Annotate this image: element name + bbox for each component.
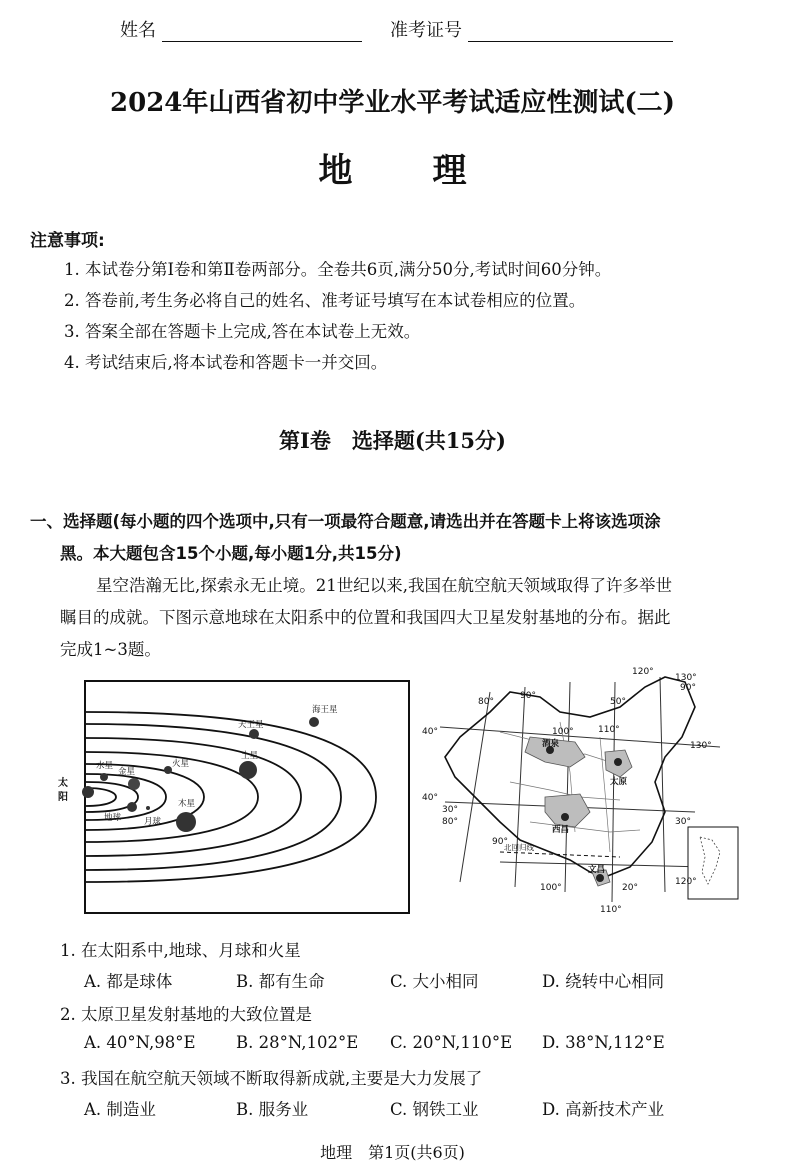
lon-label: 90° xyxy=(680,683,696,693)
base-label: 太原 xyxy=(610,777,628,787)
lat-label: 30° xyxy=(675,817,691,827)
china-map-figure xyxy=(420,662,750,920)
sun-label: 阳 xyxy=(58,792,68,803)
section-title: 第Ⅰ卷 选择题(共15分) xyxy=(279,428,506,453)
base-label: 酒泉 xyxy=(542,739,560,749)
question-option: C. 20°N,110°E xyxy=(390,1033,513,1052)
lat-label: 40° xyxy=(422,793,438,803)
question-option: B. 都有生命 xyxy=(236,972,325,991)
base-label: 西昌 xyxy=(552,825,570,835)
question-option: A. 都是球体 xyxy=(84,972,173,991)
china-launch-sites-map xyxy=(420,662,750,920)
question-stem: 3. 我国在航空航天领域不断取得新成就,主要是大力发展了 xyxy=(60,1069,483,1088)
lon-label: 110° xyxy=(600,905,622,915)
lon-label: 130° xyxy=(690,741,712,751)
lat-label: 30° xyxy=(442,805,458,815)
sun-label: 太 xyxy=(58,778,68,789)
lon-label: 80° xyxy=(478,697,494,707)
notice-item: 2. 答卷前,考生务必将自己的姓名、准考证号填写在本试卷相应的位置。 xyxy=(64,291,586,310)
tropic-label: 北回归线 xyxy=(504,843,534,852)
question-option: D. 38°N,112°E xyxy=(542,1033,665,1052)
passage-line2: 瞩目的成就。下图示意地球在太阳系中的位置和我国四大卫星发射基地的分布。据此 xyxy=(60,608,671,627)
planet-label: 月球 xyxy=(144,817,162,827)
question-option: A. 40°N,98°E xyxy=(84,1033,196,1052)
question-option: C. 钢铁工业 xyxy=(390,1100,479,1119)
notice-item: 3. 答案全部在答题卡上完成,答在本试卷上无效。 xyxy=(64,322,421,341)
planet-label: 海王星 xyxy=(312,705,338,715)
question-stem: 1. 在太阳系中,地球、月球和火星 xyxy=(60,941,301,960)
passage-line3: 完成1~3题。 xyxy=(60,640,161,659)
name-field xyxy=(120,16,362,42)
question-option: D. 绕转中心相同 xyxy=(542,972,665,991)
name-underline xyxy=(162,21,362,42)
planet-label: 金星 xyxy=(118,767,136,777)
notice-heading: 注意事项: xyxy=(30,231,105,251)
question-stem: 2. 太原卫星发射基地的大致位置是 xyxy=(60,1005,312,1024)
part1-intro-line2: 黑。本大题包含15个小题,每小题1分,共15分) xyxy=(60,544,402,563)
lon-label: 100° xyxy=(552,727,574,737)
lon-label: 100° xyxy=(540,883,562,893)
notice-item: 1. 本试卷分第Ⅰ卷和第Ⅱ卷两部分。全卷共6页,满分50分,考试时间60分钟。 xyxy=(64,260,612,279)
exam-title: 2024年山西省初中学业水平考试适应性测试(二) xyxy=(110,88,675,118)
planet-label: 土星 xyxy=(241,751,259,761)
lon-label: 90° xyxy=(520,691,536,701)
name-label: 姓名 xyxy=(120,20,156,41)
exam-id-field xyxy=(390,16,673,42)
question-option: D. 高新技术产业 xyxy=(542,1100,665,1119)
planet-label: 地球 xyxy=(104,813,122,823)
subject-title: 地理 xyxy=(318,151,547,191)
lon-label: 110° xyxy=(598,725,620,735)
question-option: B. 28°N,102°E xyxy=(236,1033,359,1052)
part1-intro-line1: 一、选择题(每小题的四个选项中,只有一项最符合题意,请选出并在答题卡上将该选项涂 xyxy=(30,512,661,531)
solar-system-diagram xyxy=(58,682,408,912)
lon-label: 80° xyxy=(442,817,458,827)
lon-label: 120° xyxy=(675,877,697,887)
question-option: B. 服务业 xyxy=(236,1100,309,1119)
lon-label: 120° xyxy=(632,667,654,677)
solar-system-figure xyxy=(58,680,410,914)
exam-id-label: 准考证号 xyxy=(390,20,462,41)
lat-label: 20° xyxy=(622,883,638,893)
lat-label: 40° xyxy=(422,727,438,737)
planet-label: 天王星 xyxy=(238,720,264,730)
notice-item: 4. 考试结束后,将本试卷和答题卡一并交回。 xyxy=(64,353,388,372)
planet-label: 木星 xyxy=(178,799,196,809)
planet-label: 水星 xyxy=(96,761,114,771)
passage-line1: 星空浩瀚无比,探索永无止境。21世纪以来,我国在航空航天领域取得了许多举世 xyxy=(96,576,672,595)
page-footer: 地理 第1页(共6页) xyxy=(320,1143,465,1162)
exam-id-underline xyxy=(468,21,673,42)
question-option: A. 制造业 xyxy=(84,1100,156,1119)
lon-label: 90° xyxy=(492,837,508,847)
planet-label: 火星 xyxy=(172,759,190,769)
lon-label: 130° xyxy=(675,673,697,683)
lat-label: 50° xyxy=(610,697,626,707)
base-label: 文昌 xyxy=(588,865,606,875)
question-option: C. 大小相同 xyxy=(390,972,479,991)
